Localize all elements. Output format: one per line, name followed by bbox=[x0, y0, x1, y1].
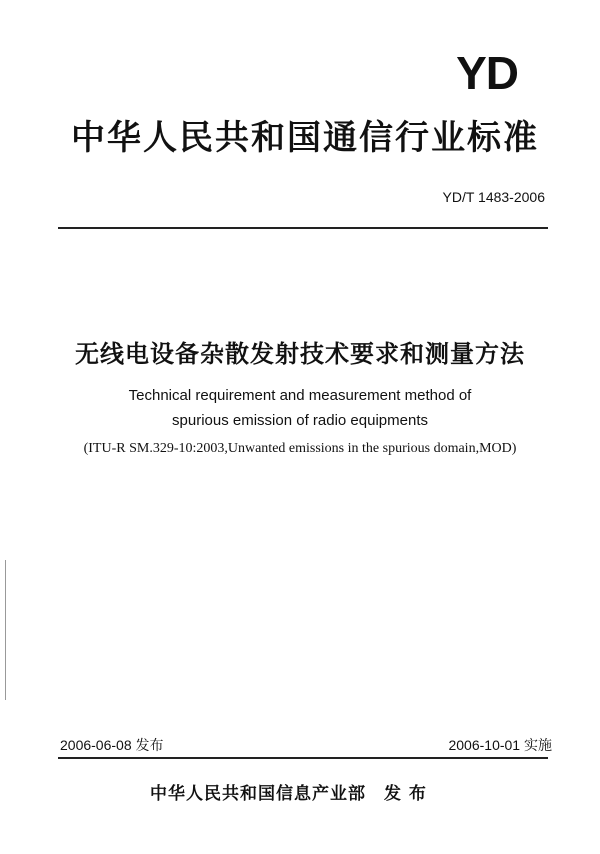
header-divider bbox=[58, 227, 548, 229]
document-title-chinese: 无线电设备杂散发射技术要求和测量方法 bbox=[75, 340, 525, 368]
standard-type-title: 中华人民共和国通信行业标准 bbox=[71, 118, 539, 158]
issuer-name: 中华人民共和国信息产业部 bbox=[150, 784, 366, 804]
document-title-english-line1: Technical requirement and measurement method of bbox=[128, 387, 472, 404]
issuer-suffix: 发 布 bbox=[384, 784, 427, 804]
implementation-date: 2006-10-01 实施 bbox=[448, 737, 552, 753]
scan-edge-mark bbox=[5, 560, 6, 700]
document-title-english-line2: spurious emission of radio equipments bbox=[172, 412, 428, 429]
issue-date: 2006-06-08 发布 bbox=[60, 737, 164, 753]
standard-number: YD/T 1483-2006 bbox=[442, 189, 545, 205]
footer-divider bbox=[58, 757, 548, 759]
issuer-line bbox=[150, 786, 427, 803]
adoption-note: (ITU-R SM.329-10:2003,Unwanted emissions in the spurious domain,MOD) bbox=[83, 441, 517, 456]
yd-logo: YD bbox=[456, 47, 518, 99]
